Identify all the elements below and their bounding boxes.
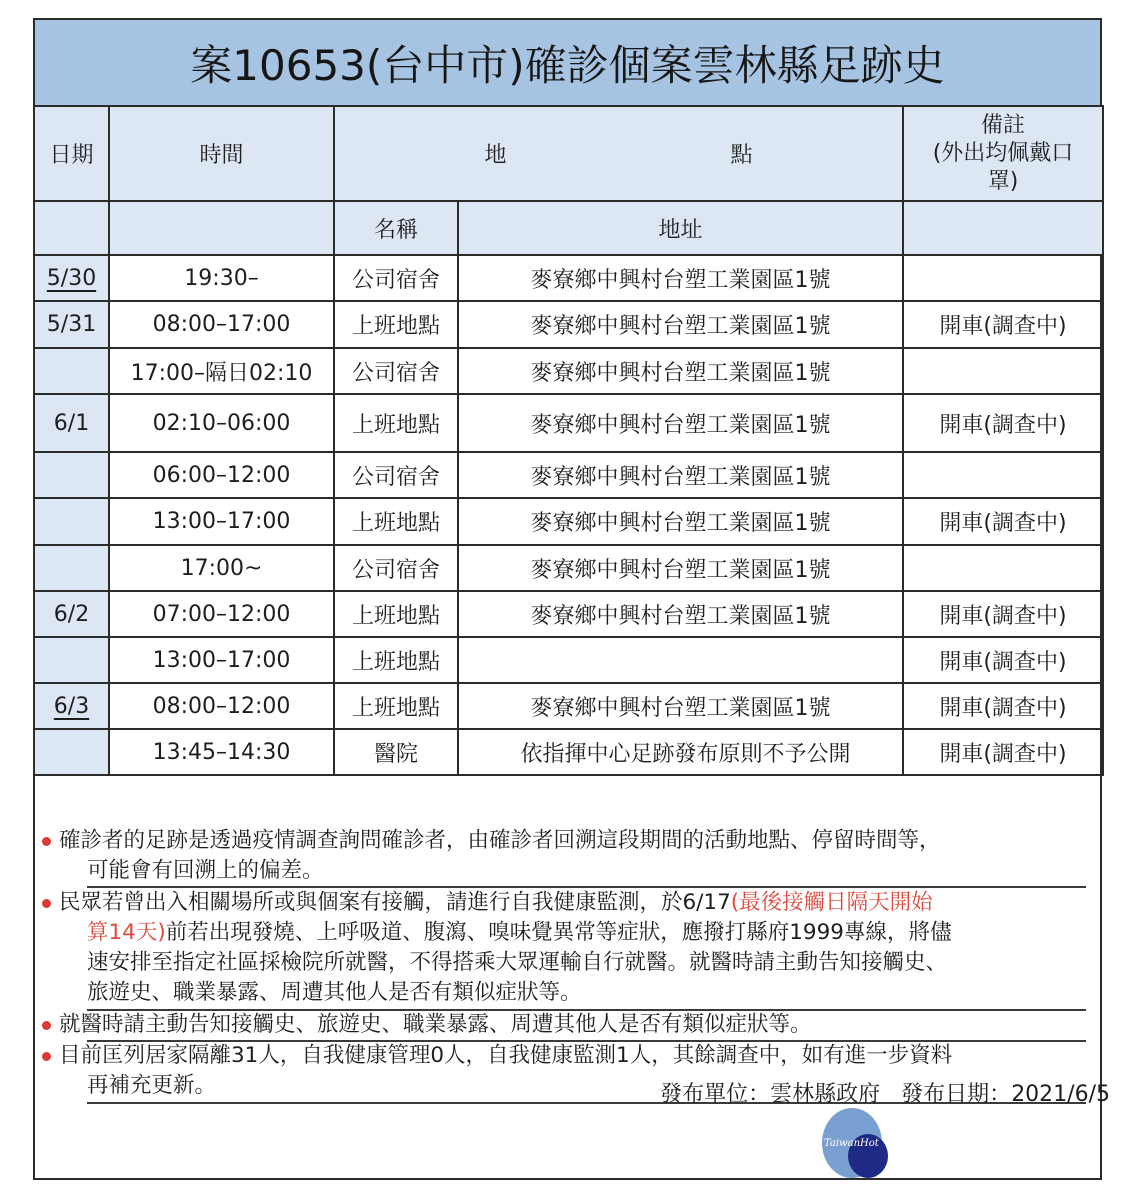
note-1-line-1: 確診者的足跡是透過疫情調查詢問確診者，由確診者回溯這段期間的活動地點、停留時間等， — [59, 828, 941, 853]
note-3-line-1: 就醫時請主動告知接觸史、旅遊史、職業暴露、周遭其他人是否有類似症狀等。 — [59, 1012, 812, 1037]
note-4-line-2: 再補充更新。 — [87, 1073, 217, 1098]
header-remarks-blank — [903, 201, 1103, 255]
row-time: 02:10–06:00 — [109, 394, 334, 452]
row-time: 17:00–隔日02:10 — [109, 348, 334, 394]
row-date: 6/1 — [34, 394, 109, 452]
row-place-name: 上班地點 — [334, 394, 458, 452]
note-item — [35, 1010, 1087, 1040]
row-time: 07:00–12:00 — [109, 591, 334, 637]
header-location-label: 地 點 — [484, 143, 813, 168]
header-address: 地址 — [458, 201, 903, 255]
row-date: 6/2 — [34, 591, 109, 637]
row-remark: 開車(調查中) — [903, 394, 1103, 452]
row-time: 13:00–17:00 — [109, 498, 334, 545]
watermark-logo — [822, 1108, 894, 1180]
row-remark — [903, 545, 1103, 591]
table-row — [34, 255, 1103, 301]
row-date — [34, 498, 109, 545]
header-row-1 — [34, 106, 1103, 201]
table-row — [34, 729, 1103, 775]
row-time: 19:30– — [109, 255, 334, 301]
watermark-text: TaiwanHot — [824, 1138, 879, 1149]
row-time: 08:00–12:00 — [109, 683, 334, 729]
row-remark — [903, 348, 1103, 394]
row-remark: 開車(調查中) — [903, 498, 1103, 545]
publisher-label: 發布單位： — [660, 1082, 771, 1107]
row-place-name: 上班地點 — [334, 498, 458, 545]
note-2-highlight-cont: 算14天) — [87, 920, 166, 945]
row-address: 麥寮鄉中興村台塑工業園區1號 — [458, 348, 903, 394]
row-place-name: 上班地點 — [334, 683, 458, 729]
header-remarks — [903, 106, 1103, 201]
header-date-blank — [34, 201, 109, 255]
note-2-line-2-text: 前若出現發燒、上呼吸道、腹瀉、嗅味覺異常等症狀，應撥打縣府1999專線，將儘 — [165, 920, 952, 945]
row-address: 麥寮鄉中興村台塑工業園區1號 — [458, 498, 903, 545]
row-place-name: 醫院 — [334, 729, 458, 775]
row-date: 5/31 — [34, 301, 109, 348]
row-time: 17:00~ — [109, 545, 334, 591]
row-address — [458, 637, 903, 683]
header-time: 時間 — [109, 106, 334, 201]
publish-date: 2021/6/5 — [1011, 1082, 1110, 1107]
row-address: 麥寮鄉中興村台塑工業園區1號 — [458, 255, 903, 301]
row-place-name: 公司宿舍 — [334, 545, 458, 591]
publication-footer — [660, 1077, 1110, 1108]
row-remark — [903, 452, 1103, 498]
row-place-name: 公司宿舍 — [334, 255, 458, 301]
row-remark: 開車(調查中) — [903, 591, 1103, 637]
row-remark: 開車(調查中) — [903, 301, 1103, 348]
row-date — [34, 348, 109, 394]
row-time: 13:00–17:00 — [109, 637, 334, 683]
note-2-line-1 — [59, 888, 1087, 918]
table-row — [34, 498, 1103, 545]
row-date-value: 6/3 — [53, 693, 90, 719]
row-date — [34, 452, 109, 498]
note-item — [35, 888, 1087, 1008]
note-2-line-3: 速安排至指定社區採檢院所就醫，不得搭乘大眾運輸自行就醫。就醫時請主動告知接觸史、 — [87, 950, 948, 975]
row-place-name: 上班地點 — [334, 637, 458, 683]
header-remarks-line-2: (外出均佩戴口 — [932, 140, 1074, 166]
row-address: 麥寮鄉中興村台塑工業園區1號 — [458, 452, 903, 498]
header-remarks-line-3: 罩) — [987, 168, 1019, 194]
publish-date-label: 發布日期： — [901, 1082, 1012, 1107]
bullet-icon — [42, 899, 51, 908]
table-row — [34, 348, 1103, 394]
notes-section — [35, 776, 1100, 1178]
row-address: 麥寮鄉中興村台塑工業園區1號 — [458, 394, 903, 452]
page-title: 案10653(台中市)確診個案雲林縣足跡史 — [35, 20, 1100, 107]
header-row-2 — [34, 201, 1103, 255]
row-time: 08:00–17:00 — [109, 301, 334, 348]
row-remark: 開車(調查中) — [903, 729, 1103, 775]
table-row — [34, 545, 1103, 591]
row-date — [34, 683, 109, 729]
table-row — [34, 394, 1103, 452]
note-2-highlight: (最後接觸日隔天開始 — [730, 890, 933, 915]
note-4-line-1: 目前匡列居家隔離31人，自我健康管理0人，自我健康監測1人，其餘調查中，如有進一步資料 — [59, 1043, 953, 1068]
row-address: 麥寮鄉中興村台塑工業園區1號 — [458, 301, 903, 348]
note-2-line-2 — [87, 918, 1087, 948]
row-date — [34, 545, 109, 591]
table-row — [34, 591, 1103, 637]
row-address: 麥寮鄉中興村台塑工業園區1號 — [458, 545, 903, 591]
row-remark — [903, 255, 1103, 301]
bullet-icon — [42, 1052, 51, 1061]
row-address: 麥寮鄉中興村台塑工業園區1號 — [458, 591, 903, 637]
row-remark: 開車(調查中) — [903, 683, 1103, 729]
row-remark: 開車(調查中) — [903, 637, 1103, 683]
table-row — [34, 452, 1103, 498]
row-date — [34, 255, 109, 301]
table-row — [34, 683, 1103, 729]
row-date-value: 5/30 — [46, 265, 97, 291]
header-time-blank — [109, 201, 334, 255]
row-date — [34, 729, 109, 775]
note-2-line-1-text: 民眾若曾出入相關場所或與個案有接觸，請進行自我健康監測，於6/17 — [59, 890, 731, 915]
row-time: 06:00–12:00 — [109, 452, 334, 498]
footprint-sheet — [33, 18, 1102, 1180]
header-location — [334, 106, 903, 201]
bullet-icon — [42, 837, 51, 846]
note-1-line-2: 可能會有回溯上的偏差。 — [87, 858, 324, 883]
bullet-icon — [42, 1021, 51, 1030]
row-address: 依指揮中心足跡發布原則不予公開 — [458, 729, 903, 775]
header-date: 日期 — [34, 106, 109, 201]
row-place-name: 公司宿舍 — [334, 452, 458, 498]
row-place-name: 公司宿舍 — [334, 348, 458, 394]
row-time: 13:45–14:30 — [109, 729, 334, 775]
row-date — [34, 637, 109, 683]
row-place-name: 上班地點 — [334, 591, 458, 637]
row-place-name: 上班地點 — [334, 301, 458, 348]
note-2-line-4: 旅遊史、職業暴露、周遭其他人是否有類似症狀等。 — [87, 980, 582, 1005]
table-row — [34, 301, 1103, 348]
header-name: 名稱 — [334, 201, 458, 255]
header-remarks-line-1: 備註 — [981, 112, 1026, 138]
note-item — [35, 826, 1087, 886]
footprint-table — [33, 105, 1104, 776]
table-row — [34, 637, 1103, 683]
publisher: 雲林縣政府 — [770, 1082, 881, 1107]
row-address: 麥寮鄉中興村台塑工業園區1號 — [458, 683, 903, 729]
